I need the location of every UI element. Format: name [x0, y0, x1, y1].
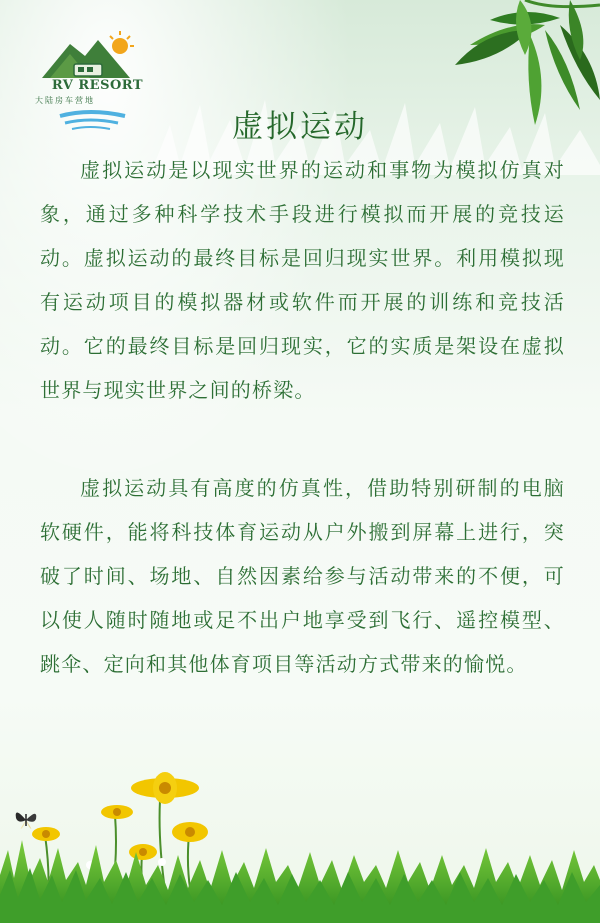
logo-name: RV RESORT: [51, 78, 144, 93]
logo-subtitle: 大陆房车营地: [35, 96, 95, 105]
flower-large: [131, 772, 199, 804]
grass-flowers-decoration: [0, 770, 600, 923]
page-title: 虚拟运动: [232, 108, 368, 145]
butterfly-icon: [10, 804, 42, 836]
paragraph-2: 虚拟运动具有高度的仿真性，借助特别研制的电脑软硬件，能将科技体育运动从户外搬到屏幕上进行，突破了时间、场地、自然因素给参与活动带来的不便，可以使人随时随地或足不出户地享受到飞行、遥控模型、跳伞、定向和其他体育项目等活动方式带来的愉悦。: [40, 476, 565, 676]
paragraph-1: 虚拟运动是以现实世界的运动和事物为模拟仿真对象，通过多种科学技术手段进行模拟而开展的竞技运动。虚拟运动的最终目标是回归现实世界。利用模拟现有运动项目的模拟器材或软件而开展的训练和竞技活动。它的最终目标是回归现实，它的实质是架设在虚拟世界与现实世界之间的桥梁。: [40, 158, 565, 402]
